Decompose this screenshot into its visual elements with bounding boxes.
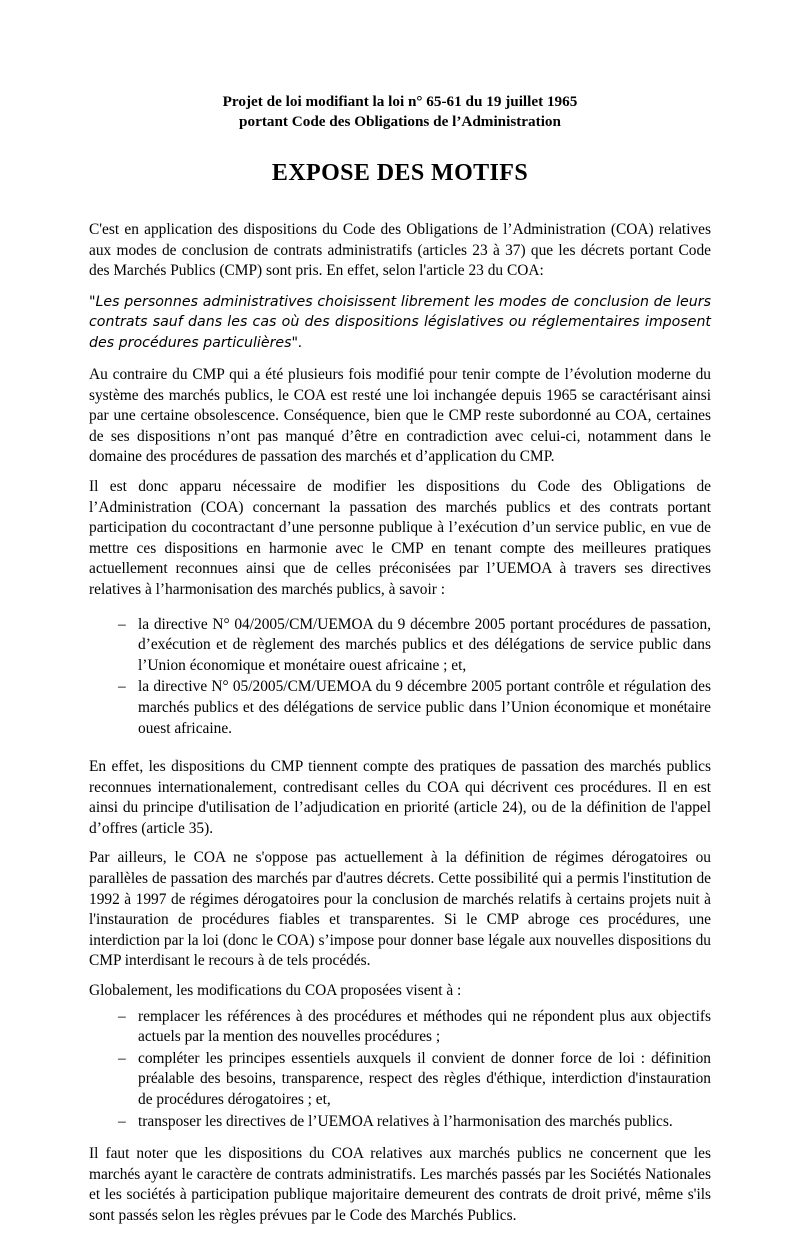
dash-marker-icon: – bbox=[118, 1049, 126, 1067]
list-item bbox=[89, 677, 711, 739]
list-item bbox=[89, 1112, 711, 1133]
list-item bbox=[89, 1049, 711, 1111]
dash-marker-icon: – bbox=[118, 1007, 126, 1025]
dash-marker-icon: – bbox=[118, 615, 126, 633]
list-item bbox=[89, 1007, 711, 1048]
dash-marker-icon: – bbox=[118, 678, 126, 696]
paragraph-scope-note: Il faut noter que les dispositions du COA relatives aux marchés publics ne concernent que les marchés ayant le caractère de contrats administratifs. Les marchés passés par les Sociétés Nationales et les sociétés à participation publique majoritaire demeurent des contrats de droit privé, même s'ils sont passés selon les règles prévues par le Code des Marchés Publics. bbox=[89, 1145, 711, 1224]
paragraph-cmp-evolution: Au contraire du CMP qui a été plusieurs fois modifié pour tenir compte de l’évolution moderne du système des marchés publics, le COA est resté une loi inchangée depuis 1965 se caractérisant ainsi par une certaine obsolescence. Conséquence, bien que le CMP reste subordonné au COA, certaines de ses dispositions n’ont pas manqué d’être en contradiction avec celui-ci, notamment dans le domaine des procédures de passation des marchés et d’application du CMP. bbox=[89, 366, 711, 466]
list-item-text: transposer les directives de l’UEMOA relatives à l’harmonisation des marchés publics. bbox=[138, 1112, 673, 1130]
list-item bbox=[89, 615, 711, 677]
list-coa-objectives bbox=[89, 1007, 711, 1133]
paragraph-quote-article-23: "Les personnes administratives choisissent librement les modes de conclusion de leurs contrats sauf dans les cas où des dispositions législatives ou réglementaires imposent des procédures particulières". bbox=[89, 293, 711, 351]
section-spacer bbox=[89, 1133, 711, 1144]
dash-marker-icon: – bbox=[118, 1112, 126, 1130]
document-title-line-2: portant Code des Obligations de l’Administration bbox=[239, 112, 561, 130]
paragraph-modification-necessity: Il est donc apparu nécessaire de modifier les dispositions du Code des Obligations de l’Administration (COA) concernant la passation des marchés publics et des contrats portant participation du cocontractant d’une personne publique à l’exécution d’un service public, en vue de mettre ces dispositions en harmonie avec le CMP en tenant compte des meilleures pratiques actuellement reconnues ainsi que de celles préconisées par l’UEMOA à travers ses directives relatives à l’harmonisation des marchés publics, à savoir : bbox=[89, 477, 711, 598]
section-spacer bbox=[89, 740, 711, 757]
list-uemoa-directives bbox=[89, 615, 711, 740]
list-item-text: remplacer les références à des procédures et méthodes qui ne répondent plus aux objectifs actuels par la mention des nouvelles procédures ; bbox=[138, 1007, 711, 1046]
document-body bbox=[89, 92, 711, 1236]
list-item-text: la directive N° 04/2005/CM/UEMOA du 9 décembre 2005 portant procédures de passation, d’exécution et de règlement des marchés publics et des délégations de service public dans l’Union économique et monétaire ouest africaine ; et, bbox=[138, 615, 711, 674]
document-title bbox=[89, 92, 711, 131]
document-heading: EXPOSE DES MOTIFS bbox=[271, 160, 529, 186]
list-item-text: la directive N° 05/2005/CM/UEMOA du 9 décembre 2005 portant contrôle et régulation des marchés publics et des délégations de service public dans l’Union économique et monétaire ouest africaine. bbox=[138, 678, 711, 737]
paragraph-cmp-practices: En effet, les dispositions du CMP tiennent compte des pratiques de passation des marchés publics reconnues internationalement, contredisant celles du COA qui décrivent ces procédures. Il en est ainsi du principe d'utilisation de l’adjudication en priorité (article 24), ou de la définition de l'appel d’offres (article 35). bbox=[89, 758, 711, 837]
paragraph-objectives-intro: Globalement, les modifications du COA proposées visent à : bbox=[89, 982, 462, 1000]
list-item-text: compléter les principes essentiels auxquels il convient de donner force de loi : définition préalable des besoins, transparence, respect des règles d'éthique, interdiction d'instauration de procédures dérogatoires ; et, bbox=[138, 1049, 711, 1108]
document-title-line-1: Projet de loi modifiant la loi n° 65-61 du 19 juillet 1965 bbox=[222, 93, 578, 110]
paragraph-intro: C'est en application des dispositions du Code des Obligations de l’Administration (COA) relatives aux modes de conclusion de contrats administratifs (articles 23 à 37) que les décrets portant Code des Marchés Publics (CMP) sont pris. En effet, selon l'article 23 du COA: bbox=[89, 221, 711, 280]
paragraph-derogatory-regimes: Par ailleurs, le COA ne s'oppose pas actuellement à la définition de régimes dérogatoires ou parallèles de passation des marchés par d'autres décrets. Cette possibilité qui a permis l'institution de 1992 à 1997 de régimes dérogatoires pour la conclusion de marchés relatifs à certains projets nuit à l'instauration de procédures fiables et transparentes. Si le CMP abroge ces procédures, une interdiction par la loi (donc le COA) s’impose pour donner base légale aux nouvelles dispositions du CMP interdisant le recours à de tels procédés. bbox=[89, 849, 711, 970]
